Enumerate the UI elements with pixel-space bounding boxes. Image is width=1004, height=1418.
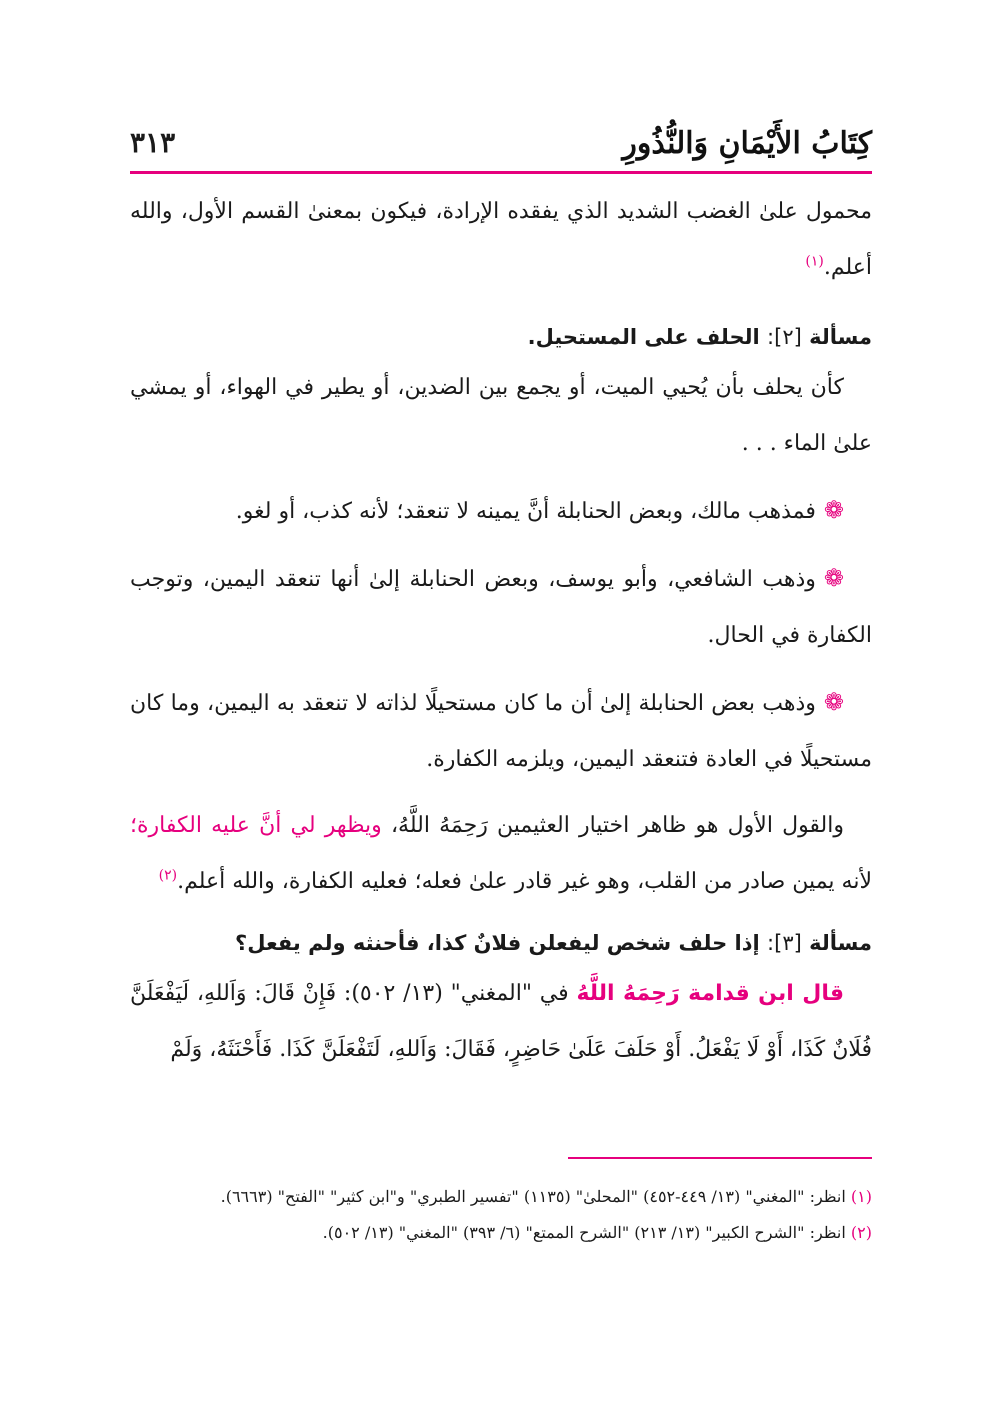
footnotes bbox=[130, 1182, 872, 1254]
flower-bullet-icon: ❁ bbox=[823, 496, 844, 524]
author-opinion-highlight: ويظهر لي أنَّ عليه الكفارة؛ bbox=[130, 813, 382, 838]
paragraph-examples: كأن يحلف بأن يُحيي الميت، أو يجمع بين الضدين، أو يطير في الهواء، أو يمشي علىٰ الماء . . . bbox=[130, 375, 872, 456]
paragraph-continuation bbox=[130, 184, 872, 296]
footnote-ref-2: (٢) bbox=[158, 867, 178, 884]
issue-heading-3 bbox=[130, 920, 872, 966]
page-header bbox=[130, 118, 872, 168]
bullet-text: وذهب بعض الحنابلة إلىٰ أن ما كان مستحيلًا لذاته لا تنعقد به اليمين، وما كان مستحيلًا في العادة فتنعقد اليمين، ويلزمه الكفارة. bbox=[130, 691, 872, 772]
issue-label: مسألة bbox=[809, 325, 872, 349]
bullet-item bbox=[130, 482, 872, 540]
opinion-text-cont: لأنه يمين صادر من القلب، وهو غير قادر علىٰ فعله؛ فعليه الكفارة، والله أعلم. bbox=[177, 869, 872, 894]
quote-text: في "المغني" (١٣/ ٥٠٢): فَإِنْ قَالَ: وَاَللهِ، لَيَفْعَلَنَّ فُلَانٌ كَذَا، أَوْ لَا يَفْعَلُ. أَوْ حَلَفَ عَلَىٰ حَاضِرٍ، فَقَالَ: وَاَللهِ، لَتَفْعَلَنَّ كَذَا. فَأَحْنَثَهُ، وَلَمْ bbox=[130, 981, 872, 1062]
bullet-item bbox=[130, 674, 872, 788]
flower-bullet-icon: ❁ bbox=[823, 688, 844, 716]
footnote-text: انظر: "المغني" (١٣/ ٤٤٩-٤٥٢) "المحلىٰ" (١١٣٥) "تفسير الطبري" و"ابن كثير" "الفتح" (٦٦٦٣). bbox=[220, 1187, 846, 1206]
paragraph-opinion bbox=[130, 798, 872, 910]
issue-title: الحلف على المستحيل. bbox=[527, 325, 760, 349]
paragraph-text: محمول علىٰ الغضب الشديد الذي يفقده الإرادة، فيكون بمعنىٰ القسم الأول، والله أعلم. bbox=[130, 199, 872, 280]
issue-number: [٣]: bbox=[767, 931, 802, 955]
page-number: ٣١٣ bbox=[130, 126, 176, 159]
header-divider bbox=[130, 171, 872, 174]
quote-attribution: قال ابن قدامة رَحِمَهُ اللَّهُ bbox=[576, 981, 845, 1006]
footnote-1 bbox=[130, 1182, 872, 1212]
bullet-text: فمذهب مالك، وبعض الحنابلة أنَّ يمينه لا تنعقد؛ لأنه كذب، أو لغو. bbox=[235, 499, 816, 524]
issue-number: [٢]: bbox=[767, 325, 802, 349]
opinion-text: والقول الأول هو ظاهر اختيار العثيمين رَحِمَهُ اللَّهُ، bbox=[381, 813, 844, 838]
footnote-2 bbox=[130, 1218, 872, 1248]
footnote-number: (٢) bbox=[850, 1223, 872, 1242]
issue-title: إذا حلف شخص ليفعلن فلانٌ كذا، فأحنثه ولم يفعل؟ bbox=[235, 931, 760, 955]
book-title: كِتَابُ الأَيْمَانِ وَالنُّذُورِ bbox=[622, 126, 872, 161]
quote-paragraph bbox=[130, 966, 872, 1078]
footnote-number: (١) bbox=[850, 1187, 872, 1206]
bullet-text: وذهب الشافعي، وأبو يوسف، وبعض الحنابلة إلىٰ أنها تنعقد اليمين، وتوجب الكفارة في الحال. bbox=[130, 567, 872, 648]
issue-label: مسألة bbox=[809, 931, 872, 955]
footnote-text: انظر: "الشرح الكبير" (١٣/ ٢١٣) "الشرح الممتع" (٦/ ٣٩٣) "المغني" (١٣/ ٥٠٢). bbox=[322, 1223, 846, 1242]
issue-heading-2 bbox=[130, 314, 872, 360]
flower-bullet-icon: ❁ bbox=[823, 564, 844, 592]
bullet-item bbox=[130, 550, 872, 664]
main-text bbox=[130, 184, 872, 1078]
footnote-divider bbox=[568, 1157, 872, 1159]
footnote-ref-1: (١) bbox=[805, 253, 824, 270]
